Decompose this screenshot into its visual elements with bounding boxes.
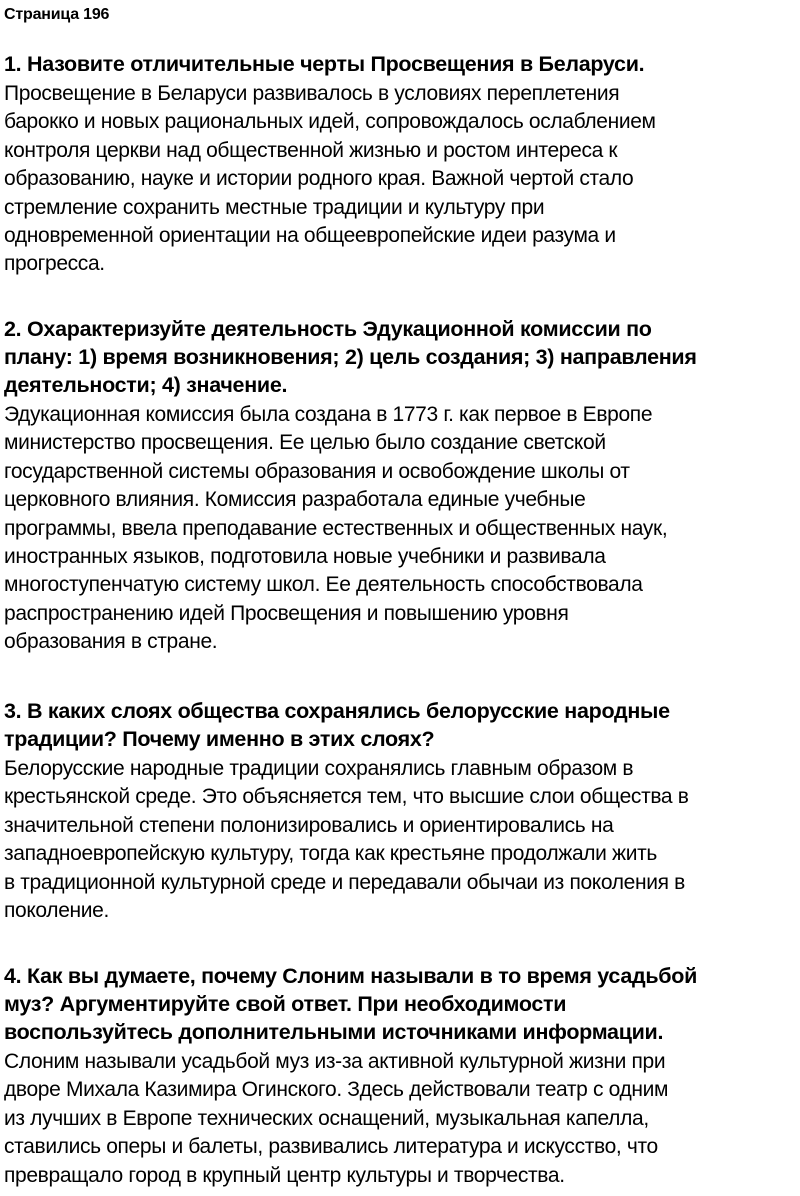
answer-line: значительной степени полонизировались и ориентировались на [4, 813, 614, 837]
question-line: муз? Аргументируйте свой ответ. При необходимости [4, 992, 567, 1016]
page-number-label: Страница 196 [4, 6, 110, 23]
question-line: 4. Как вы думаете, почему Слоним называли в то время усадьбой [4, 964, 697, 988]
question-line: традиции? Почему именно в этих слоях? [4, 727, 435, 751]
answer-line: Просвещение в Беларуси развивалось в условиях переплетения [4, 82, 620, 105]
question-line: 3. В каких слоях общества сохранялись белорусские народные [4, 699, 670, 723]
question-4 [4, 962, 800, 1046]
answer-line: Эдукационная комиссия была создана в 1773 г. как первое в Европе [4, 403, 653, 426]
answer-line: одновременной ориентации на общеевропейские идеи разума и [4, 224, 616, 248]
answer-line: иностранных языков, подготовила новые учебники и развивала [4, 545, 606, 569]
answer-line: в традиционной культурной среде и передавали обычаи из поколения в [4, 870, 685, 894]
answer-line: ставились оперы и балеты, развивались литература и искусство, что [4, 1135, 658, 1159]
answer-line: крестьянской среде. Это объясняется тем, что высшие слои общества в [4, 785, 689, 809]
question-line: плану: 1) время возникновения; 2) цель создания; 3) направления [4, 345, 697, 369]
answer-line: программы, ввела преподавание естественных и общественных наук, [4, 516, 668, 540]
answer-line: многоступенчатую систему школ. Ее деятельность способствовала [4, 573, 643, 597]
answer-line: Белорусские народные традиции сохранялись главным образом в [4, 757, 634, 780]
question-1 [4, 50, 800, 78]
answer-line: контроля церкви над общественной жизнью и ростом интереса к [4, 138, 618, 162]
question-2 [4, 315, 800, 399]
answer-2 [4, 401, 800, 657]
section-1 [4, 50, 800, 279]
answer-line: дворе Михала Казимира Огинского. Здесь действовали театр с одним [4, 1078, 669, 1102]
answer-line: Слоним называли усадьбой муз из-за активной культурной жизни при [4, 1050, 666, 1073]
answer-line: из лучших в Европе технических оснащений, музыкальная капелла, [4, 1106, 649, 1130]
answer-line: церковного влияния. Комиссия разработала единые учебные [4, 488, 586, 512]
question-3 [4, 697, 800, 753]
answer-4 [4, 1048, 800, 1190]
answer-1 [4, 80, 800, 279]
section-4 [4, 962, 800, 1190]
answer-line: барокко и новых рациональных идей, сопровождалось ослаблением [4, 110, 656, 134]
answer-line: образования в стране. [4, 630, 218, 654]
section-2 [4, 315, 800, 657]
answer-line: превращало город в крупный центр культуры и творчества. [4, 1163, 565, 1187]
answer-line: образованию, науке и истории родного края. Важной чертой стало [4, 167, 634, 191]
answer-line: государственной системы образования и освобождение школы от [4, 459, 630, 483]
answer-line: прогресса. [4, 252, 105, 276]
answer-line: распространению идей Просвещения и повышению уровня [4, 601, 569, 625]
section-3 [4, 697, 800, 925]
answer-line: поколение. [4, 899, 109, 923]
answer-3 [4, 755, 800, 925]
question-line: воспользуйтесь дополнительными источниками информации. [4, 1020, 664, 1044]
answer-line: стремление сохранить местные традиции и культуру при [4, 195, 545, 219]
question-line: 1. Назовите отличительные черты Просвещения в Беларуси. [4, 52, 645, 76]
answer-line: западноевропейскую культуру, тогда как крестьяне продолжали жить [4, 842, 657, 866]
question-line: деятельности; 4) значение. [4, 373, 288, 397]
question-line: 2. Охарактеризуйте деятельность Эдукационной комиссии по [4, 317, 652, 341]
answer-line: министерство просвещения. Ее целью было создание светской [4, 431, 606, 455]
